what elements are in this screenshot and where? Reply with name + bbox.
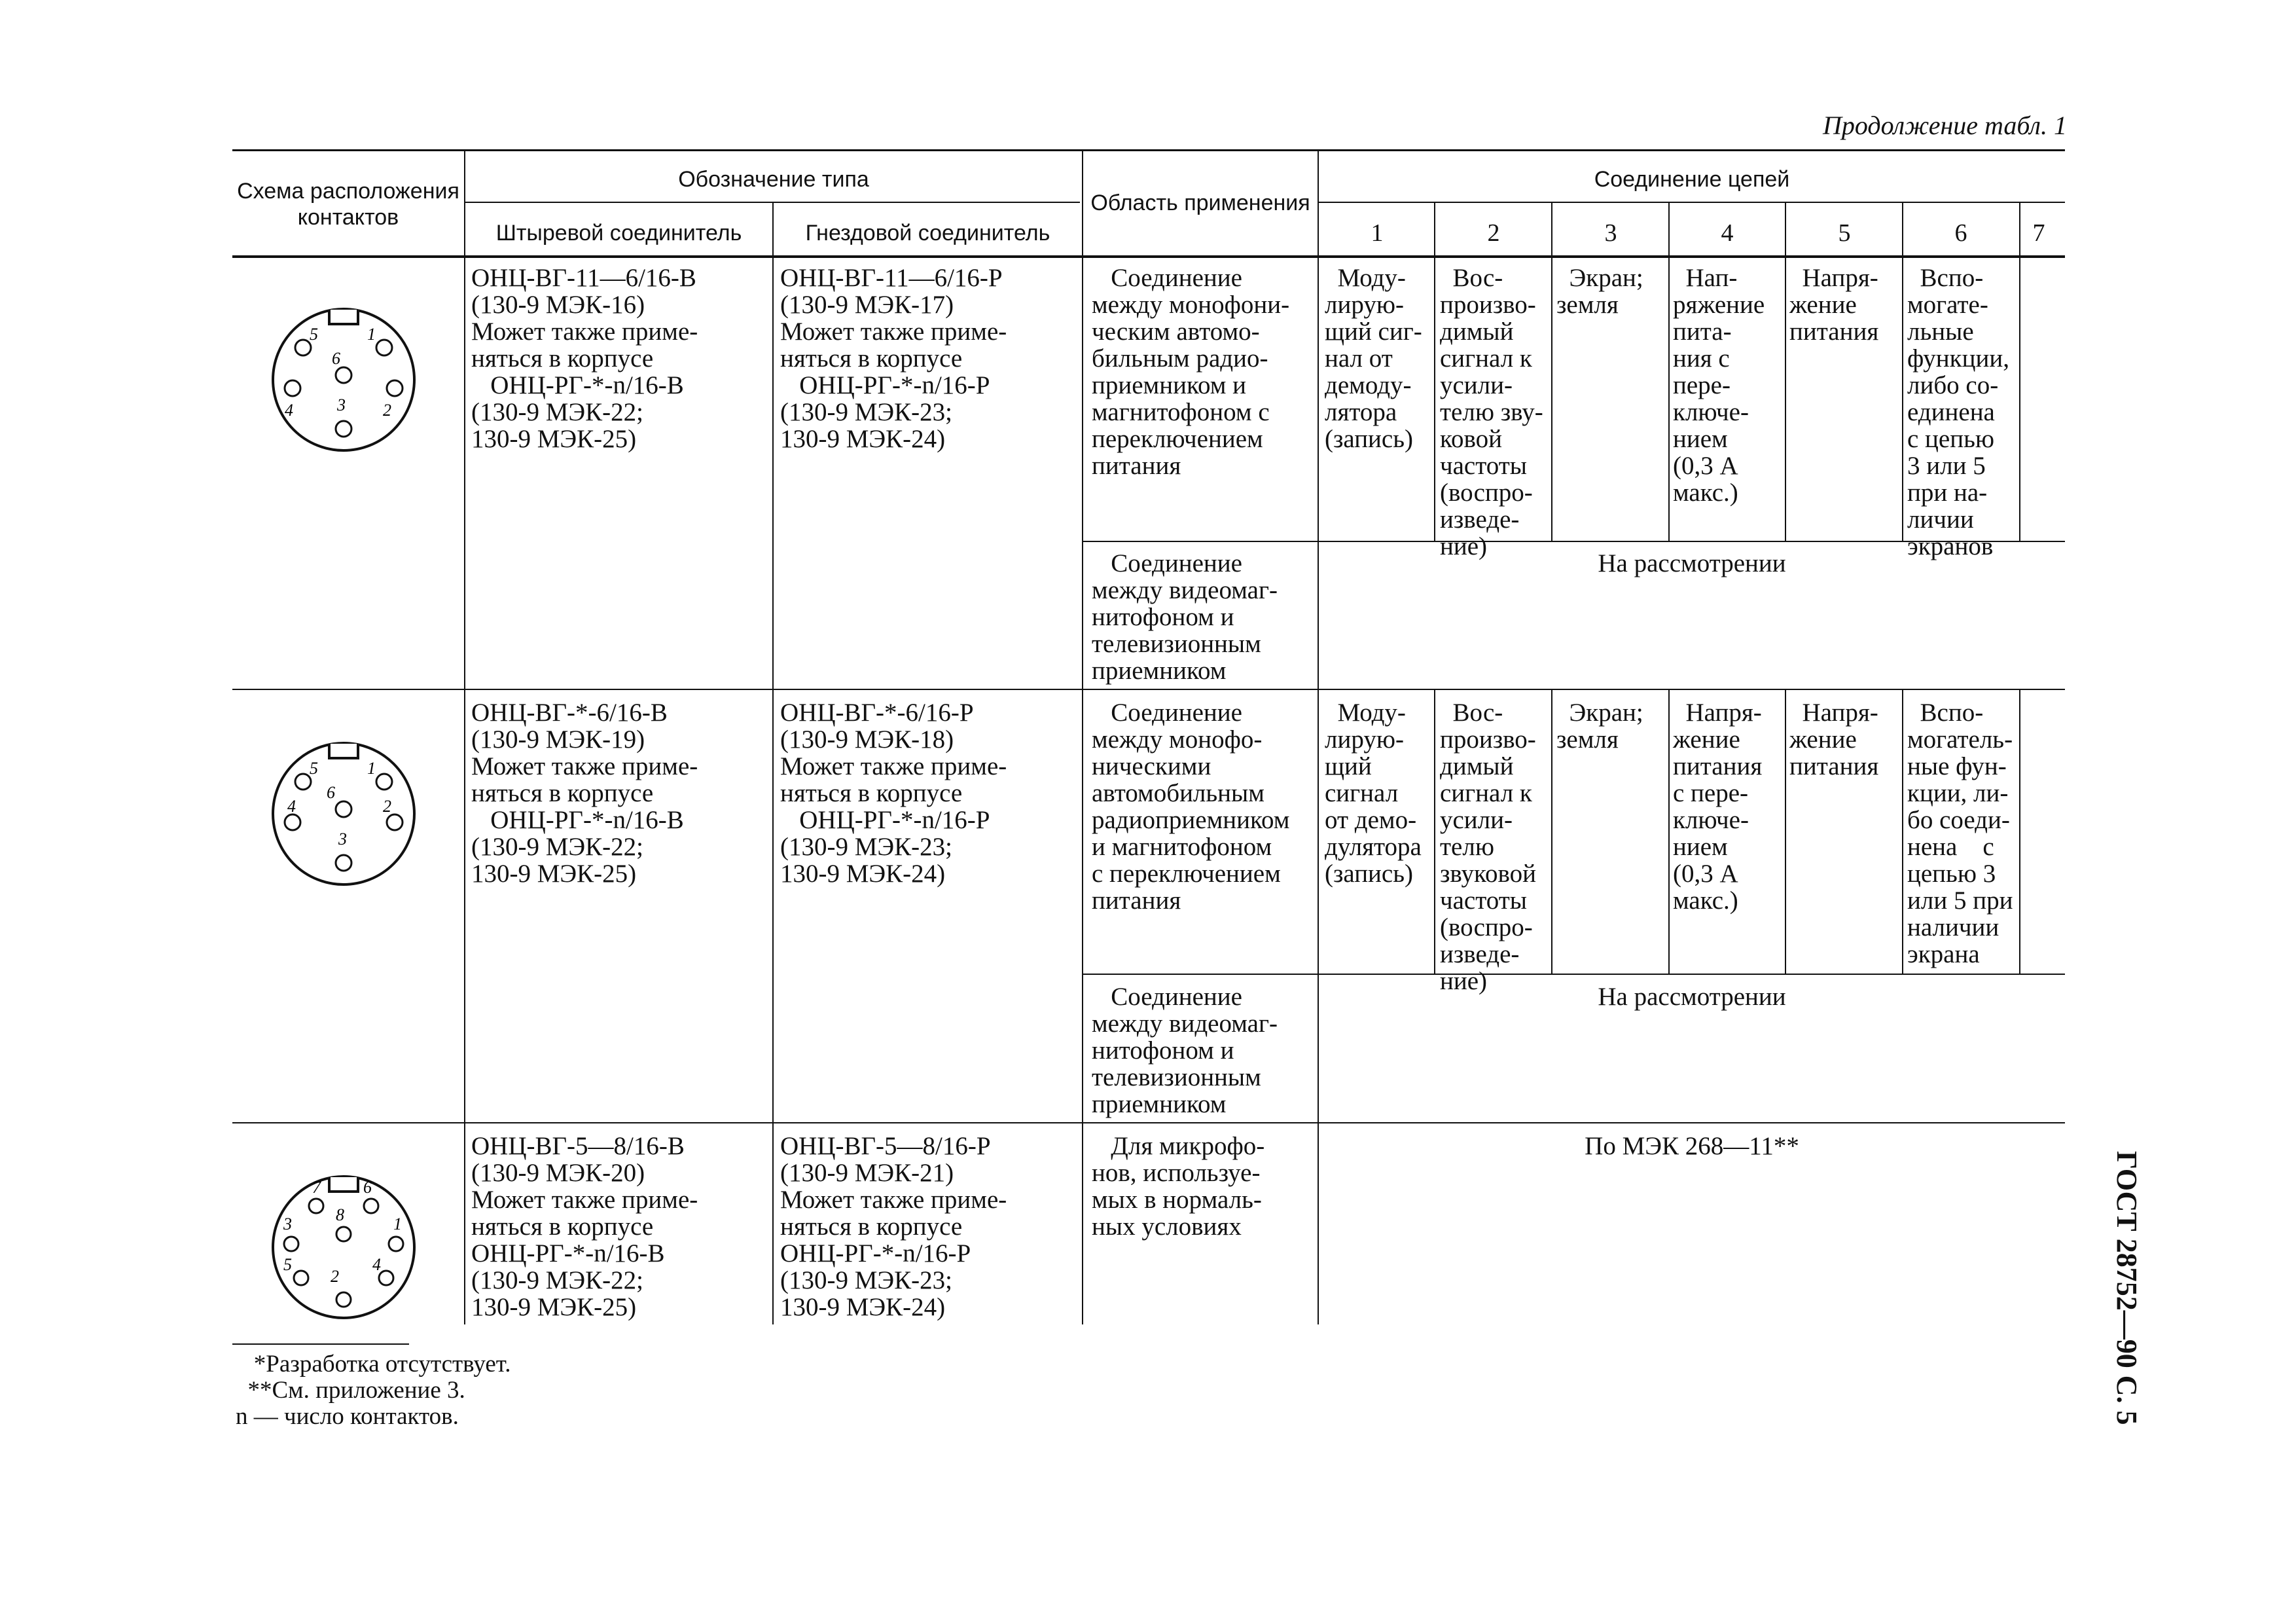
row1-note: На рассмотрении <box>1598 549 1786 577</box>
pin-label: 5 <box>283 1255 292 1274</box>
vrule-c4b <box>1785 690 1786 974</box>
pin-label: 5 <box>310 325 318 344</box>
pin-label: 6 <box>327 783 335 802</box>
row3-socket: ОНЦ-ВГ-5—8/16-Р (130-9 МЭК-21) Может также приме- няться в корпусе ОНЦ-РГ-*-n/16-Р (130-9 МЭК-23; 130-9 МЭК-24) <box>780 1132 1007 1321</box>
circuit-num-4: 4 <box>1721 219 1734 247</box>
vrule-c6a <box>2019 202 2020 541</box>
pin-label: 1 <box>393 1214 402 1233</box>
row2-area-video: Соединение между видеомаг- нитофоном и телевизионным приемником <box>1092 983 1278 1118</box>
pin-label: 1 <box>367 759 376 778</box>
row1-socket: ОНЦ-ВГ-11—6/16-Р (130-9 МЭК-17) Может также приме- няться в корпусе ОНЦ-РГ-*-n/16-Р (130-9 МЭК-23; 130-9 МЭК-24) <box>780 264 1007 453</box>
row2-c6: Вспо- могатель- ные фун- кции, ли- бо соеди- нена с цепью 3 или 5 при наличии экрана <box>1907 699 2013 968</box>
pin-label: 8 <box>336 1205 344 1224</box>
pin-label: 4 <box>372 1255 381 1274</box>
pin-label: 5 <box>310 759 318 778</box>
vrule-c3a <box>1668 202 1670 541</box>
vrule-2 <box>772 202 774 1324</box>
row3-note: По МЭК 268—11** <box>1585 1132 1799 1160</box>
row1-pin: ОНЦ-ВГ-11—6/16-В (130-9 МЭК-16) Может также приме- няться в корпусе ОНЦ-РГ-*-n/16-В (130-9 МЭК-22; 130-9 МЭК-25) <box>471 264 698 453</box>
circuit-num-3: 3 <box>1604 219 1617 247</box>
row2-c3: Экран; земля <box>1556 699 1643 754</box>
pin-label: 4 <box>287 797 296 816</box>
header-type: Обозначение типа <box>678 167 869 192</box>
connector-diagram-8pin <box>265 1165 422 1322</box>
rule-row1-bottom <box>232 689 2065 690</box>
pin-label: 4 <box>285 401 293 420</box>
vrule-c5b <box>1902 690 1903 974</box>
footnote-3: n — число контактов. <box>236 1403 459 1430</box>
header-socket: Гнездовой соединитель <box>805 221 1050 246</box>
circuit-num-6: 6 <box>1954 219 1967 247</box>
circuit-num-7: 7 <box>2032 219 2045 247</box>
pin-label: 7 <box>312 1178 321 1197</box>
pin-label: 3 <box>283 1214 292 1233</box>
row2-pin: ОНЦ-ВГ-*-6/16-В (130-9 МЭК-19) Может также приме- няться в корпусе ОНЦ-РГ-*-n/16-В (130-9 МЭК-22; 130-9 МЭК-25) <box>471 699 698 888</box>
continuation-label: Продолжение табл. 1 <box>1822 111 2067 140</box>
side-running-header: ГОСТ 28752—90 С. 5 <box>2111 1151 2143 1425</box>
rule-header-mid-2 <box>1319 202 2065 203</box>
row1-c6: Вспо- могате- льные функции, либо со- единена с цепью 3 или 5 при на- личии экранов <box>1907 264 2009 560</box>
vrule-c3b <box>1668 690 1670 974</box>
vrule-c4a <box>1785 202 1786 541</box>
connector-diagram-6pin-b <box>265 732 422 889</box>
row2-c2: Вос- произво- димый сигнал к усили- телю звуковой частоты (воспро- изведе- ние) <box>1440 699 1536 995</box>
footnote-2: **См. приложение 3. <box>236 1377 465 1404</box>
connector-diagram-6pin-a <box>265 298 422 455</box>
vrule-c1b <box>1434 690 1435 974</box>
footnote-1: *Разработка отсутствует. <box>236 1351 511 1377</box>
row2-socket: ОНЦ-ВГ-*-6/16-Р (130-9 МЭК-18) Может также приме- няться в корпусе ОНЦ-РГ-*-n/16-Р (130-9 МЭК-23; 130-9 МЭК-24) <box>780 699 1007 888</box>
row1-area-video: Соединение между видеомаг- нитофоном и телевизионным приемником <box>1092 549 1278 685</box>
vrule-3 <box>1082 149 1083 1324</box>
vrule-c2b <box>1551 690 1552 974</box>
pin-label: 2 <box>383 797 391 816</box>
vrule-c6b <box>2019 690 2020 974</box>
pin-label: 3 <box>338 830 347 848</box>
header-area: Область применения <box>1090 191 1310 215</box>
pin-label: 2 <box>383 401 391 420</box>
rule-row2-bottom <box>232 1122 2065 1123</box>
pin-label: 6 <box>332 349 340 368</box>
row1-c5: Напря- жение питания <box>1789 264 1879 346</box>
row2-c4: Напря- жение питания с пере- ключе- нием (0,3 А макс.) <box>1673 699 1763 915</box>
row1-c4: Нап- ряжение пита- ния с пере- ключе- нием (0,3 А макс.) <box>1673 264 1765 507</box>
circuit-num-1: 1 <box>1371 219 1384 247</box>
row1-c3: Экран; земля <box>1556 264 1643 319</box>
rule-header-bottom <box>232 255 2065 258</box>
row2-note: На рассмотрении <box>1598 983 1786 1011</box>
circuit-num-5: 5 <box>1838 219 1851 247</box>
rule-row2-sub <box>1083 974 2065 975</box>
footnote-rule <box>232 1343 409 1345</box>
pin-label: 6 <box>363 1178 372 1197</box>
pin-label: 1 <box>367 325 376 344</box>
row3-pin: ОНЦ-ВГ-5—8/16-В (130-9 МЭК-20) Может также приме- няться в корпусе ОНЦ-РГ-*-n/16-В (130-9 МЭК-22; 130-9 МЭК-25) <box>471 1132 698 1321</box>
header-scheme: Схема расположения контактов <box>237 179 459 230</box>
pin-label: 2 <box>331 1267 339 1286</box>
vrule-1 <box>464 149 465 1324</box>
vrule-c1a <box>1434 202 1435 541</box>
vrule-c5a <box>1902 202 1903 541</box>
header-circuits: Соединение цепей <box>1594 167 1790 192</box>
row2-c5: Напря- жение питания <box>1789 699 1879 780</box>
row1-c2: Вос- произво- димый сигнал к усили- телю зву- ковой частоты (воспро- изведе- ние) <box>1440 264 1543 560</box>
circuit-num-2: 2 <box>1487 219 1500 247</box>
pin-label: 3 <box>337 395 346 414</box>
row1-area: Соединение между монофони- ческим автомо- бильным радио- приемником и магнитофоном с переключением питания <box>1092 264 1290 480</box>
row2-area: Соединение между монофо- ническими автомобильным радиоприемником и магнитофоном с переключением питания <box>1092 699 1290 915</box>
row2-c1: Моду- лирую- щий сигнал от демо- дулятора (запись) <box>1325 699 1422 888</box>
row1-c1: Моду- лирую- щий сиг- нал от демоду- лятора (запись) <box>1325 264 1422 453</box>
rule-top <box>232 149 2065 151</box>
header-pin: Штыревой соединитель <box>495 221 742 246</box>
vrule-c2a <box>1551 202 1552 541</box>
row3-area: Для микрофо- нов, используе- мых в нормаль- ных условиях <box>1092 1132 1265 1241</box>
